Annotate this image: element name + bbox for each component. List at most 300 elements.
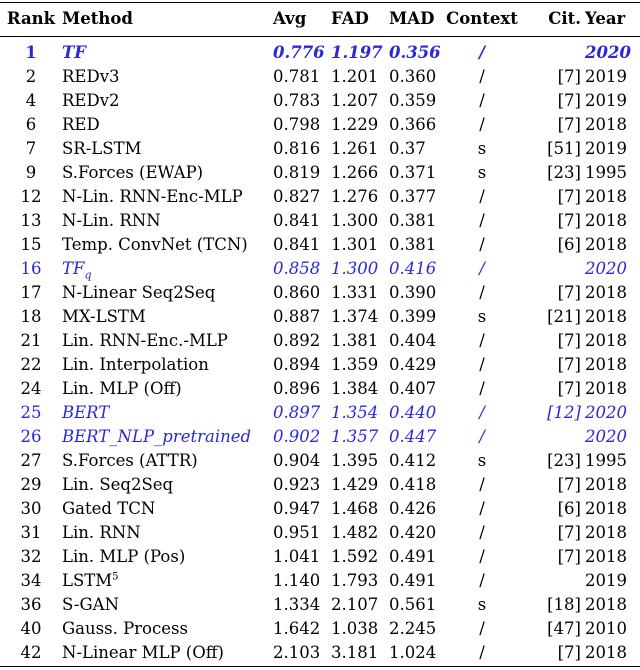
context-cell-text: s: [477, 162, 487, 182]
year-cell-text: 2020: [585, 426, 627, 446]
mad-cell: [389, 520, 446, 544]
rank-cell: [0, 136, 62, 160]
citation-cell-text: [23]: [547, 162, 581, 182]
year-cell: [585, 520, 640, 544]
fad-cell-text: 3.181: [331, 642, 379, 662]
context-cell-text: /: [479, 330, 485, 350]
avg-cell: [273, 544, 331, 568]
context-cell: [446, 640, 518, 664]
citation-cell: [518, 424, 585, 448]
method-cell: [62, 304, 273, 328]
year-cell-text: 2018: [585, 234, 627, 254]
rank-cell: [0, 424, 62, 448]
fad-cell: [331, 400, 389, 424]
method-cell: [62, 376, 273, 400]
avg-cell: [273, 88, 331, 112]
rank-cell-text: 21: [20, 330, 42, 350]
fad-cell-text: 1.038: [331, 618, 379, 638]
mad-cell: [389, 472, 446, 496]
mad-cell-text: 0.371: [389, 162, 437, 182]
rank-cell: [0, 304, 62, 328]
rank-cell-text: 9: [25, 162, 37, 182]
context-cell-text: /: [479, 618, 485, 638]
avg-cell-text: 1.041: [273, 546, 321, 566]
avg-cell-text: 0.902: [273, 426, 321, 446]
rank-cell-text: 40: [20, 618, 42, 638]
fad-cell-text: 1.331: [331, 282, 379, 302]
avg-cell: [273, 208, 331, 232]
method-subscript: q: [84, 267, 92, 281]
header-fad: FAD: [331, 8, 369, 28]
mad-cell-text: 0.399: [389, 306, 437, 326]
mad-cell-text: 0.418: [389, 474, 437, 494]
context-cell-text: /: [479, 546, 485, 566]
avg-cell: [273, 640, 331, 664]
rank-cell-text: 18: [20, 306, 42, 326]
table-row: [0, 64, 640, 88]
avg-cell-text: 0.819: [273, 162, 321, 182]
rank-cell: [0, 232, 62, 256]
header-year: Year: [585, 8, 626, 28]
context-cell: [446, 568, 518, 592]
fad-cell-text: 1.381: [331, 330, 379, 350]
citation-cell: [518, 592, 585, 616]
context-cell-text: /: [479, 114, 485, 134]
rank-cell-text: 24: [20, 378, 42, 398]
header-context: Context: [446, 8, 518, 28]
table-row: [0, 424, 640, 448]
fad-cell-text: 1.592: [331, 546, 379, 566]
rank-cell-text: 32: [20, 546, 42, 566]
avg-cell: [273, 520, 331, 544]
avg-cell: [273, 160, 331, 184]
context-cell-text: /: [479, 570, 485, 590]
context-cell: [446, 184, 518, 208]
header-rank: Rank: [6, 8, 56, 28]
fad-cell-text: 1.266: [331, 162, 379, 182]
citation-cell: [518, 112, 585, 136]
table-row: [0, 88, 640, 112]
rank-cell: [0, 472, 62, 496]
context-cell-text: /: [479, 66, 485, 86]
citation-cell-text: [7]: [557, 474, 581, 494]
mad-cell: [389, 592, 446, 616]
mad-cell-text: 0.360: [389, 66, 437, 86]
avg-cell: [273, 592, 331, 616]
avg-cell: [273, 280, 331, 304]
year-cell: [585, 88, 640, 112]
rank-cell-text: 17: [20, 282, 42, 302]
rank-cell-text: 27: [20, 450, 42, 470]
year-cell-text: 2018: [585, 546, 627, 566]
fad-cell-text: 1.207: [331, 90, 379, 110]
method-cell: [62, 232, 273, 256]
fad-cell: [331, 496, 389, 520]
rank-cell-text: 15: [20, 234, 42, 254]
avg-cell: [273, 472, 331, 496]
fad-cell: [331, 256, 389, 280]
avg-cell-text: 0.841: [273, 210, 321, 230]
table-row: [0, 472, 640, 496]
method-cell: [62, 328, 273, 352]
rank-cell: [0, 33, 62, 64]
fad-cell: [331, 64, 389, 88]
context-cell: [446, 64, 518, 88]
year-cell: [585, 232, 640, 256]
rank-cell-text: 30: [20, 498, 42, 518]
year-cell: [585, 640, 640, 664]
context-cell: [446, 328, 518, 352]
year-cell: [585, 280, 640, 304]
mad-cell: [389, 400, 446, 424]
citation-cell: [518, 376, 585, 400]
year-cell: [585, 352, 640, 376]
rank-cell-text: 6: [25, 114, 37, 134]
rank-cell-text: 4: [25, 90, 37, 110]
mad-cell: [389, 280, 446, 304]
avg-cell-text: 0.904: [273, 450, 321, 470]
table-row: [0, 616, 640, 640]
mad-cell: [389, 448, 446, 472]
context-cell: [446, 304, 518, 328]
fad-cell-text: 1.201: [331, 66, 379, 86]
avg-cell-text: 0.951: [273, 522, 321, 542]
rank-cell: [0, 88, 62, 112]
table-body: [0, 33, 640, 664]
year-cell-text: 2020: [585, 402, 627, 422]
context-cell: [446, 592, 518, 616]
year-cell: [585, 328, 640, 352]
citation-cell: [518, 160, 585, 184]
method-cell-text: Lin. Interpolation: [62, 354, 209, 374]
fad-cell-text: 1.482: [331, 522, 379, 542]
table-row: [0, 376, 640, 400]
mad-cell: [389, 136, 446, 160]
table-row: [0, 400, 640, 424]
context-cell: [446, 448, 518, 472]
avg-cell: [273, 496, 331, 520]
year-cell-text: 2018: [585, 306, 627, 326]
table-row: [0, 280, 640, 304]
avg-cell: [273, 256, 331, 280]
year-cell-text: 2020: [585, 258, 627, 278]
mad-cell-text: 0.407: [389, 378, 437, 398]
citation-cell-text: [7]: [557, 186, 581, 206]
rank-cell: [0, 184, 62, 208]
method-cell-text: SR-LSTM: [62, 138, 142, 158]
table-row: [0, 328, 640, 352]
fad-cell: [331, 232, 389, 256]
context-cell-text: /: [479, 498, 485, 518]
mad-cell-text: 0.412: [389, 450, 437, 470]
method-cell-text: BERT_NLP_pretrained: [62, 426, 252, 446]
avg-cell: [273, 400, 331, 424]
table-row: [0, 352, 640, 376]
year-cell-text: 2018: [585, 522, 627, 542]
rank-cell: [0, 208, 62, 232]
method-cell-text: S.Forces (EWAP): [62, 162, 204, 182]
mad-cell-text: 0.359: [389, 90, 437, 110]
method-cell: [62, 592, 273, 616]
fad-cell: [331, 592, 389, 616]
context-cell: [446, 208, 518, 232]
year-cell: [585, 448, 640, 472]
year-cell: [585, 568, 640, 592]
avg-cell: [273, 328, 331, 352]
table-row: [0, 304, 640, 328]
mad-cell-text: 0.491: [389, 546, 437, 566]
method-cell: [62, 64, 273, 88]
fad-cell-text: 1.359: [331, 354, 379, 374]
year-cell: [585, 616, 640, 640]
rank-cell: [0, 112, 62, 136]
citation-cell: [518, 328, 585, 352]
table-row: [0, 160, 640, 184]
citation-cell: [518, 520, 585, 544]
mad-cell-text: 0.390: [389, 282, 437, 302]
header-method: Method: [62, 8, 133, 28]
context-cell-text: /: [479, 354, 485, 374]
method-cell-text: Lin. MLP (Off): [62, 378, 182, 398]
table-row: [0, 568, 640, 592]
citation-cell: [518, 304, 585, 328]
year-cell-text: 1995: [585, 162, 627, 182]
year-cell: [585, 64, 640, 88]
citation-cell: [518, 448, 585, 472]
method-cell: [62, 544, 273, 568]
avg-cell-text: 0.841: [273, 234, 321, 254]
table-row: [0, 448, 640, 472]
context-cell-text: /: [479, 522, 485, 542]
citation-cell-text: [7]: [557, 354, 581, 374]
citation-cell-text: [6]: [557, 498, 581, 518]
mad-cell-text: 0.447: [389, 426, 437, 446]
fad-cell-text: 1.793: [331, 570, 379, 590]
avg-cell-text: 0.783: [273, 90, 321, 110]
avg-cell: [273, 352, 331, 376]
citation-cell: [518, 352, 585, 376]
method-cell-text: BERT: [62, 402, 110, 422]
citation-cell-text: [7]: [557, 66, 581, 86]
mad-cell: [389, 208, 446, 232]
method-cell: [62, 448, 273, 472]
year-cell: [585, 160, 640, 184]
table-row: [0, 496, 640, 520]
fad-cell: [331, 448, 389, 472]
year-cell-text: 2019: [585, 138, 627, 158]
rank-cell-text: 1: [25, 42, 37, 62]
context-cell-text: /: [479, 258, 485, 278]
avg-cell-text: 0.892: [273, 330, 321, 350]
rank-cell: [0, 400, 62, 424]
avg-cell: [273, 232, 331, 256]
rank-cell: [0, 496, 62, 520]
citation-cell: [518, 496, 585, 520]
method-cell-text: Lin. RNN-Enc.-MLP: [62, 330, 228, 350]
avg-cell-text: 0.887: [273, 306, 321, 326]
fad-cell: [331, 304, 389, 328]
citation-cell-text: [23]: [547, 450, 581, 470]
citation-cell: [518, 208, 585, 232]
rank-cell: [0, 544, 62, 568]
header-cit: Cit.: [548, 8, 581, 28]
year-cell: [585, 184, 640, 208]
year-cell-text: 2018: [585, 642, 627, 662]
fad-cell: [331, 136, 389, 160]
mad-cell-text: 1.024: [389, 642, 437, 662]
mad-cell: [389, 640, 446, 664]
year-cell: [585, 208, 640, 232]
citation-cell-text: [12]: [547, 402, 581, 422]
avg-cell: [273, 568, 331, 592]
context-cell: [446, 400, 518, 424]
method-cell-text: N-Linear MLP (Off): [62, 642, 224, 662]
avg-cell-text: 0.897: [273, 402, 321, 422]
context-cell: [446, 520, 518, 544]
rank-cell: [0, 520, 62, 544]
citation-cell-text: [7]: [557, 330, 581, 350]
mad-cell-text: 0.381: [389, 234, 437, 254]
context-cell-text: /: [478, 42, 486, 62]
citation-cell-text: [7]: [557, 642, 581, 662]
rank-cell: [0, 640, 62, 664]
avg-cell: [273, 33, 331, 64]
citation-cell-text: [51]: [547, 138, 581, 158]
mad-cell-text: 0.356: [389, 42, 441, 62]
avg-cell: [273, 136, 331, 160]
method-cell: [62, 256, 273, 280]
context-cell-text: /: [479, 474, 485, 494]
year-cell: [585, 256, 640, 280]
fad-cell-text: 1.395: [331, 450, 379, 470]
method-cell: [62, 616, 273, 640]
table-row: [0, 640, 640, 664]
fad-cell: [331, 208, 389, 232]
mad-cell: [389, 33, 446, 64]
mad-cell: [389, 184, 446, 208]
year-cell: [585, 592, 640, 616]
table-row: [0, 184, 640, 208]
fad-cell-text: 1.374: [331, 306, 379, 326]
citation-cell: [518, 64, 585, 88]
mad-cell: [389, 568, 446, 592]
context-cell-text: /: [479, 282, 485, 302]
rank-cell: [0, 352, 62, 376]
method-cell: [62, 520, 273, 544]
context-cell: [446, 616, 518, 640]
context-cell: [446, 472, 518, 496]
year-cell-text: 2019: [585, 570, 627, 590]
fad-cell-text: 1.261: [331, 138, 379, 158]
fad-cell: [331, 472, 389, 496]
mad-cell-text: 0.381: [389, 210, 437, 230]
avg-cell-text: 1.334: [273, 594, 321, 614]
method-cell-text: RED: [62, 114, 100, 134]
context-cell-text: /: [479, 642, 485, 662]
table-row: [0, 136, 640, 160]
year-cell-text: 2018: [585, 282, 627, 302]
method-cell-text: REDv2: [62, 90, 120, 110]
table-row: [0, 232, 640, 256]
context-cell: [446, 160, 518, 184]
avg-cell: [273, 424, 331, 448]
year-cell-text: 2018: [585, 474, 627, 494]
mad-cell: [389, 544, 446, 568]
citation-cell-text: [7]: [557, 546, 581, 566]
fad-cell-text: 1.300: [331, 258, 379, 278]
table-row: [0, 544, 640, 568]
mad-cell: [389, 496, 446, 520]
rank-cell-text: 34: [20, 570, 42, 590]
rank-cell: [0, 160, 62, 184]
table-row: [0, 33, 640, 64]
context-cell: [446, 544, 518, 568]
fad-cell: [331, 328, 389, 352]
method-cell-text: S-GAN: [62, 594, 120, 614]
rank-cell: [0, 376, 62, 400]
method-cell: [62, 400, 273, 424]
rank-cell: [0, 568, 62, 592]
citation-cell: [518, 232, 585, 256]
fad-cell: [331, 33, 389, 64]
fad-cell-text: 1.468: [331, 498, 379, 518]
year-cell: [585, 33, 640, 64]
citation-cell: [518, 544, 585, 568]
method-cell-text: Temp. ConvNet (TCN): [62, 234, 248, 254]
mad-cell: [389, 256, 446, 280]
table-row: [0, 112, 640, 136]
table-row: [0, 592, 640, 616]
citation-cell: [518, 472, 585, 496]
rank-cell-text: 42: [20, 642, 42, 662]
avg-cell: [273, 304, 331, 328]
context-cell-text: /: [479, 186, 485, 206]
method-cell-text: REDv3: [62, 66, 120, 86]
mad-cell-text: 0.561: [389, 594, 437, 614]
method-cell-text: Lin. Seq2Seq: [62, 474, 174, 494]
avg-cell-text: 0.860: [273, 282, 321, 302]
mad-cell: [389, 424, 446, 448]
mad-cell-text: 0.416: [389, 258, 437, 278]
context-cell: [446, 424, 518, 448]
context-cell: [446, 88, 518, 112]
avg-cell: [273, 616, 331, 640]
citation-cell-text: [7]: [557, 378, 581, 398]
fad-cell: [331, 616, 389, 640]
fad-cell: [331, 280, 389, 304]
context-cell-text: /: [479, 234, 485, 254]
method-cell-text: TF: [62, 258, 85, 278]
avg-cell: [273, 184, 331, 208]
fad-cell: [331, 376, 389, 400]
context-cell: [446, 376, 518, 400]
avg-cell-text: 0.827: [273, 186, 321, 206]
citation-cell: [518, 400, 585, 424]
mad-cell-text: 0.366: [389, 114, 437, 134]
rank-cell: [0, 592, 62, 616]
mad-cell: [389, 376, 446, 400]
rank-cell: [0, 280, 62, 304]
method-cell-text: Lin. RNN: [62, 522, 141, 542]
citation-cell: [518, 568, 585, 592]
context-cell-text: /: [479, 210, 485, 230]
mad-cell: [389, 616, 446, 640]
fad-cell-text: 1.429: [331, 474, 379, 494]
context-cell-text: /: [479, 426, 485, 446]
fad-cell: [331, 184, 389, 208]
rank-cell-text: 36: [20, 594, 42, 614]
rank-cell-text: 16: [20, 258, 42, 278]
